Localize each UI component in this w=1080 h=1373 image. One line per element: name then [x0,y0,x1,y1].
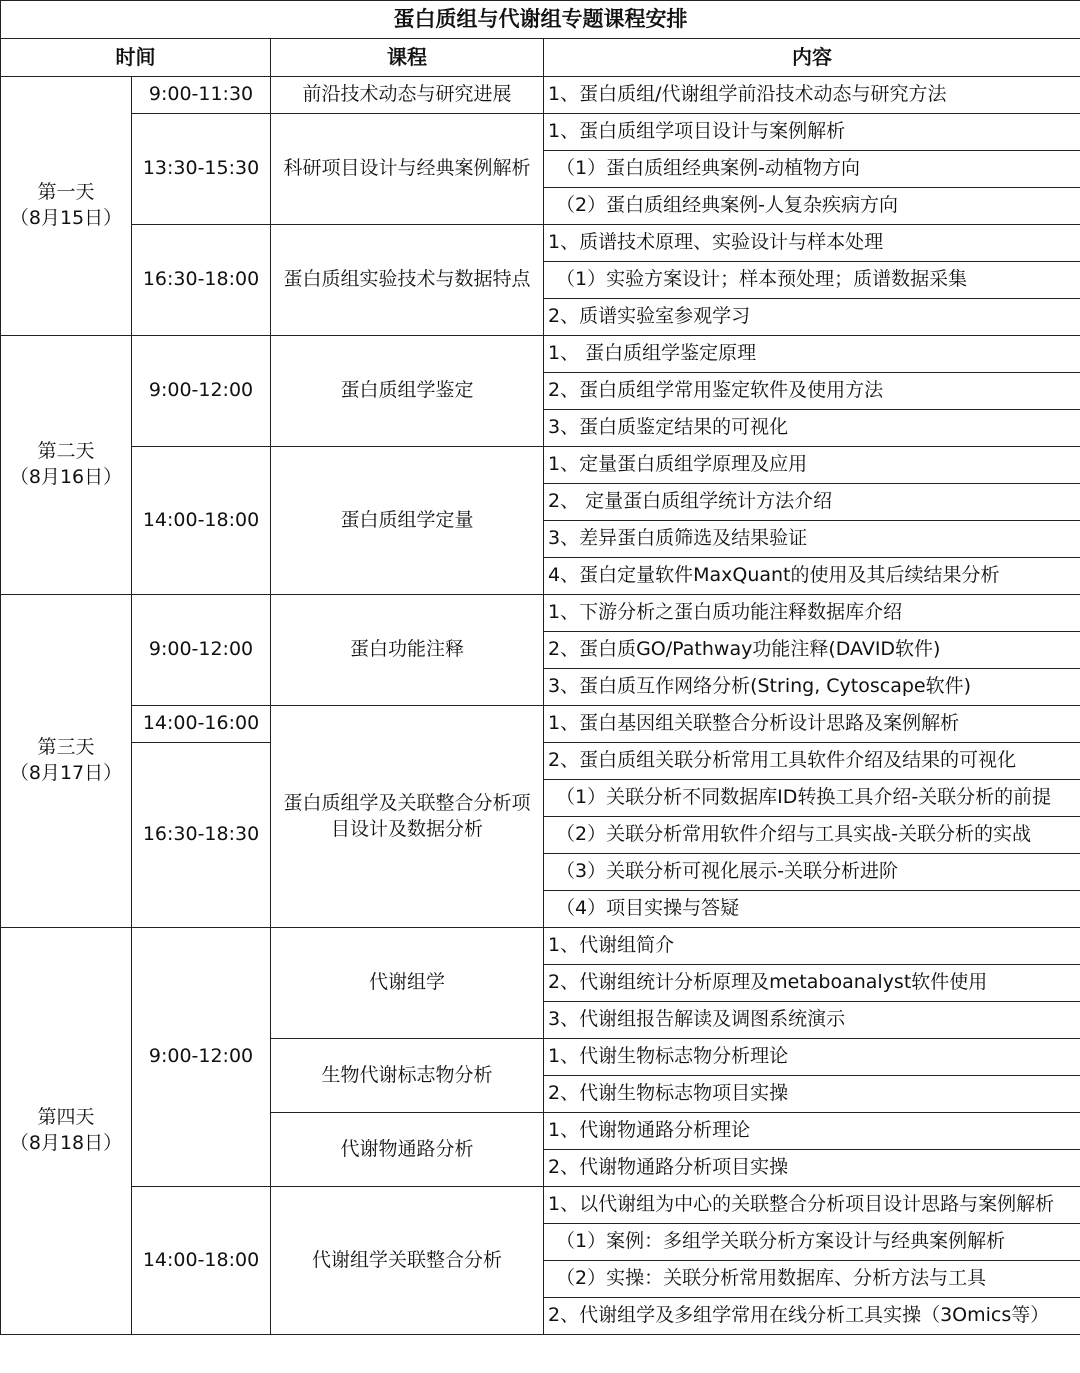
time-slot: 9:00-12:00 [132,928,271,1187]
content-item: 1、下游分析之蛋白质功能注释数据库介绍 [544,595,1080,632]
content-item: （4）项目实操与答疑 [544,891,1080,928]
content-item: 2、代谢物通路分析项目实操 [544,1150,1080,1187]
content-item: （2）实操：关联分析常用数据库、分析方法与工具 [544,1261,1080,1298]
content-item: （1）案例：多组学关联分析方案设计与经典案例解析 [544,1224,1080,1261]
content-item: 1、以代谢组为中心的关联整合分析项目设计思路与案例解析 [544,1187,1080,1224]
content-item: 3、蛋白质鉴定结果的可视化 [544,410,1080,447]
content-item: 4、蛋白定量软件MaxQuant的使用及其后续结果分析 [544,558,1080,595]
content-item: （1）蛋白质组经典案例-动植物方向 [544,151,1080,188]
course-name: 蛋白质组学鉴定 [271,336,544,447]
time-slot: 16:30-18:30 [132,743,271,928]
day-name: 第一天 [37,181,95,204]
day-2-cell [1,336,132,595]
content-item: 2、蛋白质组关联分析常用工具软件介绍及结果的可视化 [544,743,1080,780]
content-item: （3）关联分析可视化展示-关联分析进阶 [544,854,1080,891]
day-4-cell [1,928,132,1335]
content-item: 2、质谱实验室参观学习 [544,299,1080,336]
table-title: 蛋白质组与代谢组专题课程安排 [1,1,1080,39]
time-slot: 14:00-18:00 [132,1187,271,1335]
content-item: 2、蛋白质GO/Pathway功能注释(DAVID软件) [544,632,1080,669]
content-item: 1、蛋白基因组关联整合分析设计思路及案例解析 [544,706,1080,743]
day-name: 第二天 [37,440,95,463]
time-slot: 9:00-11:30 [132,77,271,114]
course-name: 代谢组学关联整合分析 [271,1187,544,1335]
time-slot: 13:30-15:30 [132,114,271,225]
content-item: 1、代谢生物标志物分析理论 [544,1039,1080,1076]
content-item: 2、 定量蛋白质组学统计方法介绍 [544,484,1080,521]
content-item: （2）关联分析常用软件介绍与工具实战-关联分析的实战 [544,817,1080,854]
day-name: 第三天 [37,736,95,759]
header-time: 时间 [1,39,271,77]
day-date: （8月18日） [9,1132,123,1154]
content-item: 1、蛋白质组学项目设计与案例解析 [544,114,1080,151]
course-name: 蛋白质组实验技术与数据特点 [271,225,544,336]
course-name: 蛋白质组学及关联整合分析项目设计及数据分析 [271,706,544,928]
day-name: 第四天 [37,1106,95,1129]
content-item: 1、代谢物通路分析理论 [544,1113,1080,1150]
time-slot: 9:00-12:00 [132,336,271,447]
content-item: 2、代谢组统计分析原理及metaboanalyst软件使用 [544,965,1080,1002]
content-item: （1）关联分析不同数据库ID转换工具介绍-关联分析的前提 [544,780,1080,817]
content-item: 2、代谢组学及多组学常用在线分析工具实操（3Omics等） [544,1298,1080,1335]
course-name: 蛋白质组学定量 [271,447,544,595]
day-date: （8月17日） [9,762,123,784]
content-item: （1）实验方案设计；样本预处理；质谱数据采集 [544,262,1080,299]
time-slot: 16:30-18:00 [132,225,271,336]
time-slot: 14:00-18:00 [132,447,271,595]
course-name: 代谢物通路分析 [271,1113,544,1187]
content-item: 2、代谢生物标志物项目实操 [544,1076,1080,1113]
content-item: 1、 蛋白质组学鉴定原理 [544,336,1080,373]
content-item: 3、代谢组报告解读及调图系统演示 [544,1002,1080,1039]
content-item: （2）蛋白质组经典案例-人复杂疾病方向 [544,188,1080,225]
header-content: 内容 [544,39,1080,77]
header-course: 课程 [271,39,544,77]
content-item: 3、蛋白质互作网络分析(String, Cytoscape软件) [544,669,1080,706]
content-item: 1、代谢组简介 [544,928,1080,965]
content-item: 1、定量蛋白质组学原理及应用 [544,447,1080,484]
content-item: 1、蛋白质组/代谢组学前沿技术动态与研究方法 [544,77,1080,114]
time-slot: 14:00-16:00 [132,706,271,743]
day-date: （8月15日） [9,207,123,229]
time-slot: 9:00-12:00 [132,595,271,706]
content-item: 3、差异蛋白质筛选及结果验证 [544,521,1080,558]
content-item: 2、蛋白质组学常用鉴定软件及使用方法 [544,373,1080,410]
course-name: 科研项目设计与经典案例解析 [271,114,544,225]
day-3-cell [1,595,132,928]
course-name: 前沿技术动态与研究进展 [271,77,544,114]
content-item: 1、质谱技术原理、实验设计与样本处理 [544,225,1080,262]
day-1-cell [1,77,132,336]
course-name: 代谢组学 [271,928,544,1039]
course-name: 蛋白功能注释 [271,595,544,706]
day-date: （8月16日） [9,466,123,488]
course-name: 生物代谢标志物分析 [271,1039,544,1113]
